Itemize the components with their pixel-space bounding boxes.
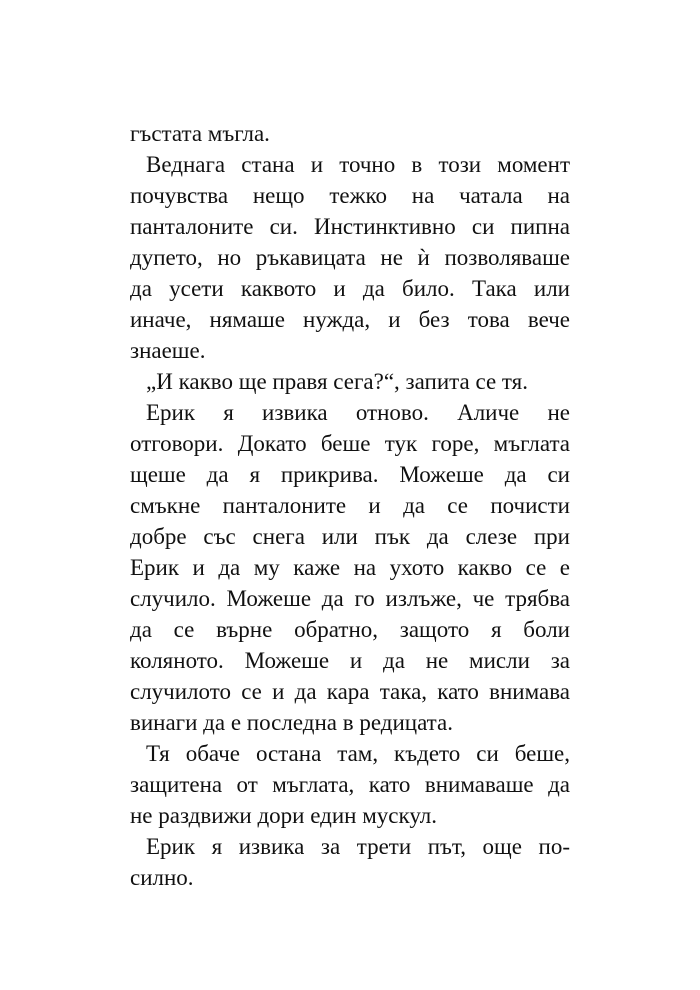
page-text xyxy=(130,118,570,893)
text-line: случило. Можеше да го излъже, че трябва xyxy=(130,586,570,611)
text-line: да се върне обратно, защото я боли xyxy=(130,617,570,642)
text-line: гъстата мъгла. xyxy=(130,121,270,146)
text-line: защитена от мъглата, като внимаваше да xyxy=(130,772,570,797)
text-line: Ерик я извика отново. Аличе не xyxy=(146,400,570,425)
text-line: винаги да е последна в редицата. xyxy=(130,710,453,735)
text-line: отговори. Докато беше тук горе, мъглата xyxy=(130,431,570,456)
text-line: дупето, но ръкавицата не ѝ позволяваше xyxy=(130,245,570,270)
text-line: иначе, нямаше нужда, и без това вече xyxy=(130,307,570,332)
text-line: Ерик и да му каже на ухото какво се е xyxy=(130,555,570,580)
text-line: „И какво ще правя сега?“, запита се тя. xyxy=(146,369,528,394)
text-line: добре със снега или пък да слезе при xyxy=(130,524,570,549)
text-line: почувства нещо тежко на чатала на xyxy=(130,183,570,208)
text-line: Тя обаче остана там, където си беше, xyxy=(146,741,570,766)
text-line: Веднага стана и точно в този момент xyxy=(146,152,570,177)
text-line: да усети каквото и да било. Така или xyxy=(130,276,570,301)
text-line: силно. xyxy=(130,865,194,890)
text-line: коляното. Можеше и да не мисли за xyxy=(130,648,570,673)
text-line: панталоните си. Инстинктивно си пипна xyxy=(130,214,570,239)
text-line: щеше да я прикрива. Можеше да си xyxy=(130,462,570,487)
text-line: Ерик я извика за трети път, още по- xyxy=(146,834,570,859)
text-line: знаеше. xyxy=(130,338,206,363)
text-line: не раздвижи дори един мускул. xyxy=(130,803,438,828)
text-line: смъкне панталоните и да се почисти xyxy=(130,493,570,518)
text-line: случилото се и да кара така, като внимава xyxy=(130,679,570,704)
